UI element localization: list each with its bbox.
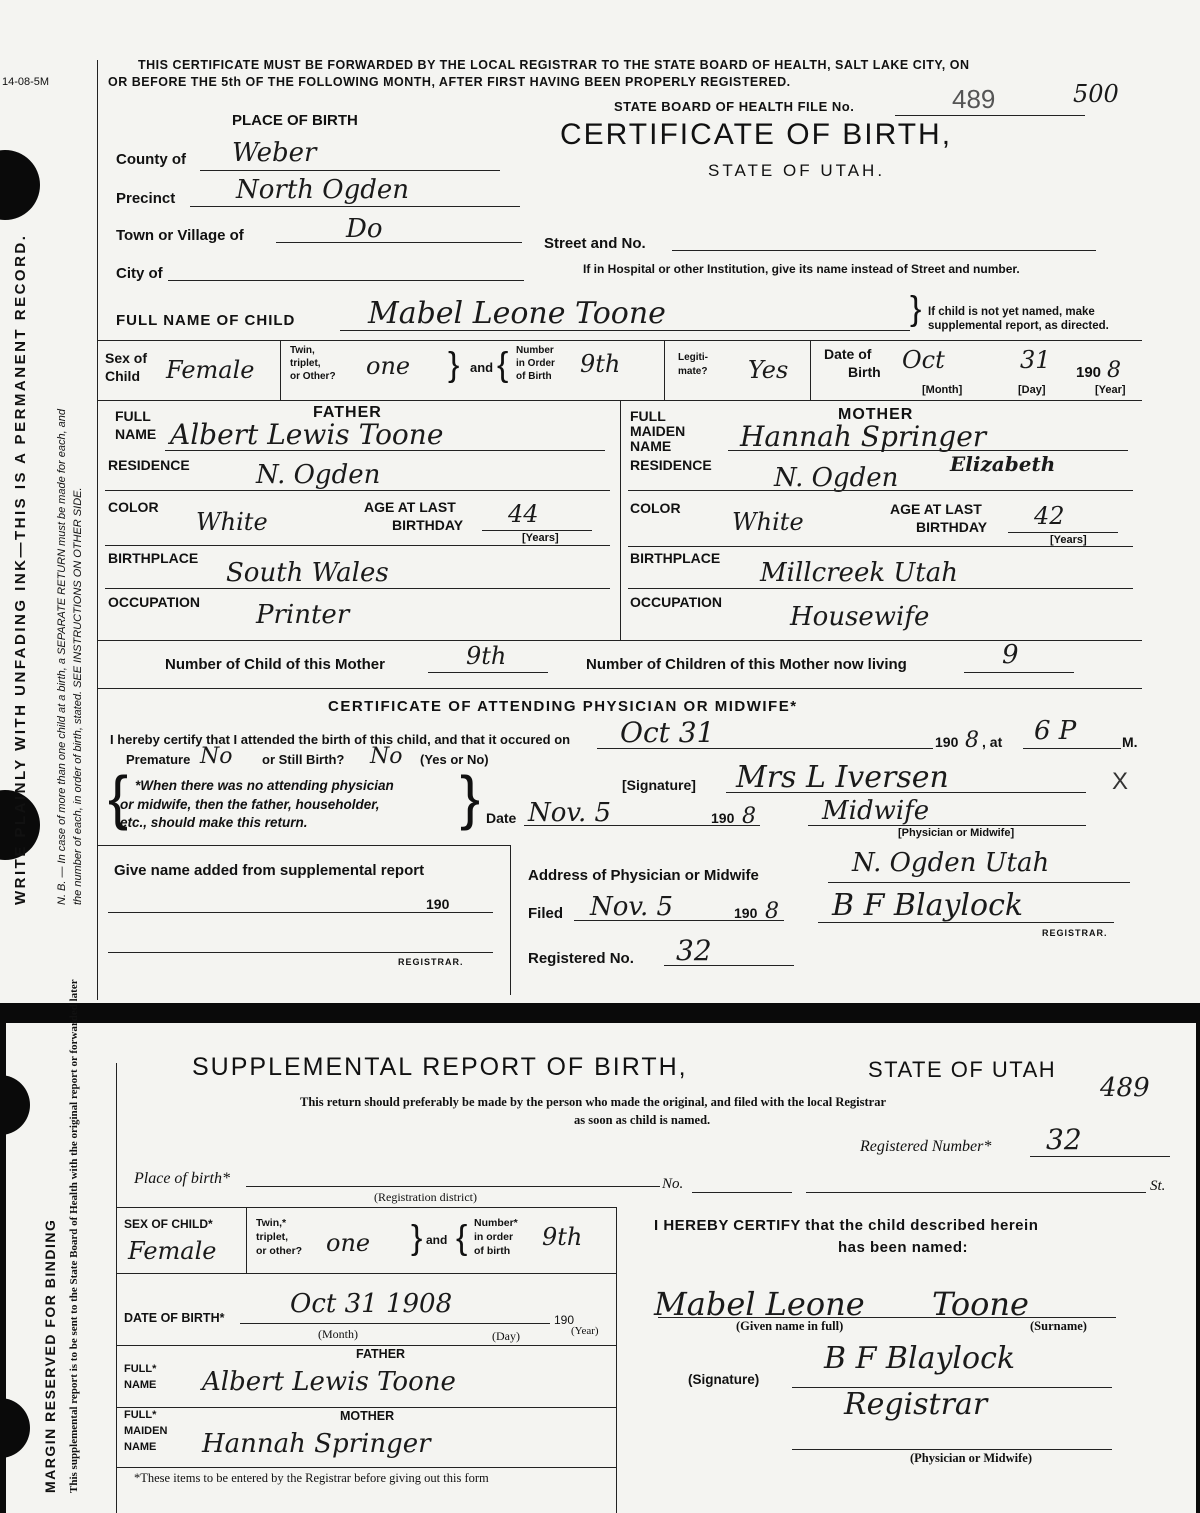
supplemental-state: STATE OF UTAH [868,1057,1057,1082]
mother-age: 42 [1034,502,1065,530]
premature-value: No [200,744,233,769]
form-code: 14-08-5M [2,76,50,88]
legit-value: Yes [748,356,789,384]
precinct-value: North Ogden [236,175,410,205]
order-value: 9th [580,350,621,378]
mother-birthplace: Millcreek Utah [760,558,958,588]
dob-month: Oct [902,346,945,374]
dob-day: 31 [1020,346,1051,374]
not-named-note: If child is not yet named, make [928,306,1095,318]
father-color: White [196,508,268,536]
mother-heading: MOTHER [838,406,914,423]
role-value: Midwife [822,796,930,826]
mother-residence: N. Ogden [774,463,899,493]
punch-hole [0,1398,30,1458]
punch-hole [0,150,40,220]
father-residence: N. Ogden [256,460,381,490]
margin-ink-notice: WRITE PLAINLY WITH UNFADING INK—THIS IS A PERMANENT RECORD. [12,233,29,905]
child-name-value: Mabel Leone Toone [368,296,666,331]
mother-occupation: Housewife [790,602,930,632]
forwarding-notice: THIS CERTIFICATE MUST BE FORWARDED BY THE LOCAL REGISTRAR TO THE STATE BOARD OF HEALTH, SALT LAKE CITY, ON [138,58,970,72]
mother-color: White [732,508,804,536]
registered-number: 32 [676,934,712,967]
supplemental-file-number: 489 [1100,1073,1150,1103]
supplemental-signature: B F Blaylock [824,1341,1016,1376]
forwarding-notice: OR BEFORE THE 5th OF THE FOLLOWING MONTH, AFTER FIRST HAVING BEEN PROPERLY REGISTERED. [108,75,791,89]
hospital-note: If in Hospital or other Institution, give its name instead of Street and number. [583,262,1020,276]
midwife-signature: Mrs L Iversen [736,760,949,795]
sex-label: Child [105,368,140,384]
certificate-title: CERTIFICATE OF BIRTH, [560,118,953,151]
file-number-hw: 500 [1073,80,1119,108]
supplemental-report: MARGIN RESERVED FOR BINDING This supplemental report is to be sent to the State Board of Health with the original report or forwarded later SUPPLEMENTAL REPORT OF BIRTH, STATE OF UTAH 489 This return should preferably be made by the person who made the original, and filed with the local Registrar as soon as child is named. Registered Number* 32 Place of birth* (Registration district) No. St. SEX OF CHILD* Female Twin,* triplet, or other? one } and { Number* in order of birth 9th DATE OF BIRTH* Oct 31 1908 190 (Month) (Day) (Year) FATHER FULL* NAME Albert Lewis Toone MOTHER FULL* MAIDEN NAME Hannah Springer *These items to be entered by the Registrar before giving out this form I HEREBY CERTIFY that the child described herein has been named: Mabel Leone Toone (Given name in full) (Surname) (Signature) B F Blaylock Registrar (Physician or Midwife) [6,1023,1196,1513]
child-number: 9th [466,642,507,670]
mother-name: Hannah Springer [740,420,987,453]
supplemental-twin: one [326,1229,371,1257]
birth-certificate: 14-08-5M WRITE PLAINLY WITH UNFADING INK—THIS IS A PERMANENT RECORD. N. B. — In case of more than one child at a birth, a SEPARATE RETURN must be made for each, and the number of each, in order of birth, stated. SEE INSTRUCTIONS ON OTHER SIDE. THIS CERTIFICATE MUST BE FORWARDED BY THE LOCAL REGISTRAR TO THE STATE BOARD OF HEALTH, SALT LAKE CITY, ON OR BEFORE THE 5th OF THE FOLLOWING MONTH, AFTER FIRST HAVING BEEN PROPERLY REGISTERED. STATE BOARD OF HEALTH FILE No. 489 500 CERTIFICATE OF BIRTH, STATE OF UTAH. PLACE OF BIRTH County of Weber Precinct North Ogden Town or Village of Do City of Street and No. If in Hospital or other Institution, give its name instead of Street and number. FULL NAME OF CHILD Mabel Leone Toone } If child is not yet named, make supplemental report, as directed. Sex of Child Female Twin, triplet, or Other? one } and { Number in Order of Birth 9th Legiti- mate? Yes Date of Birth Oct 31 190 8 [Month] [Day] [Year] FATHER FULL NAME Albert Lewis Toone RESIDENCE N. Ogden COLOR AGE AT LAST BIRTHDAY White 44 [Years] BIRTHPLACE South Wales OCCUPATION Printer MOTHER FULL MAIDEN NAME Hannah Springer Elizabeth RESIDENCE N. Ogden COLOR AGE AT LAST BIRTHDAY White 42 [Years] BIRTHPLACE Millcreek Utah OCCUPATION Housewife Number of Child of this Mother 9th Number of Children of this Mother now living 9 CERTIFICATE OF ATTENDING PHYSICIAN OR MIDWIFE* I hereby certify that I attended the birth of this child, and that it occured on Oct 31 190 8 , at 6 P M. Premature No or Still Birth? No (Yes or No) { *When there was no attending physician or midwife, then the father, householder, etc., should make this return. } [Signature] Mrs L Iversen X Date Nov. 5 190 8 Midwife [Physician or Midwife] Give name added from supplemental report 190 REGISTRAR. Address of Physician or Midwife N. Ogden Utah Filed Nov. 5 190 8 B F Blaylock REGISTRAR. Registered No. 32 [0,0,1200,1003]
file-number: 489 [952,84,996,114]
certificate-subtitle: STATE OF UTAH. [708,161,886,180]
city-label: City of [116,265,163,282]
birth-date-value: Oct 31 [620,716,715,749]
margin-note: N. B. — In case of more than one child at a birth, a SEPARATE RETURN must be made for each, and [56,408,68,905]
supplemental-mother-name: Hannah Springer [202,1429,431,1459]
precinct-label: Precinct [116,190,176,207]
supplemental-order: 9th [542,1223,583,1251]
mother-name-insert: Elizabeth [950,452,1056,476]
margin-note: the number of each, in order of birth, stated. SEE INSTRUCTIONS ON OTHER SIDE. [72,487,84,905]
registrar-signature: B F Blaylock [832,888,1024,923]
not-named-note: supplemental report, as directed. [928,320,1109,332]
filed-date: Nov. 5 [590,892,674,922]
father-age: 44 [508,500,539,528]
twin-value: one [366,352,411,380]
town-label: Town or Village of [116,227,244,244]
file-label: STATE BOARD OF HEALTH FILE No. [614,99,855,114]
supplemental-given-name: Mabel Leone [654,1285,865,1323]
father-heading: FATHER [313,404,382,421]
supplemental-surname: Toone [932,1285,1029,1323]
binding-margin: MARGIN RESERVED FOR BINDING [42,1218,58,1493]
sex-value: Female [166,356,255,384]
physician-address: N. Ogden Utah [852,848,1050,878]
physician-heading: CERTIFICATE OF ATTENDING PHYSICIAN OR MIDWIFE* [328,698,798,715]
child-name-label: FULL NAME OF CHILD [116,312,296,329]
supplemental-title: SUPPLEMENTAL REPORT OF BIRTH, [192,1053,688,1081]
margin-note: This supplemental report is to be sent to the State Board of Health with the original report or forwarded later [68,979,80,1493]
supplemental-dob: Oct 31 1908 [290,1289,453,1319]
father-occupation: Printer [256,600,350,630]
signing-date: Nov. 5 [528,798,612,828]
supplemental-registered: 32 [1046,1123,1082,1156]
still-value: No [370,744,403,769]
street-label: Street and No. [544,235,646,252]
place-heading: PLACE OF BIRTH [232,112,358,129]
punch-hole [0,1075,30,1135]
county-label: County of [116,151,186,168]
birth-time: 6 P [1034,716,1077,746]
sex-label: Sex of [105,350,148,366]
town-value: Do [346,214,383,244]
supplemental-signature-role: Registrar [844,1387,988,1422]
father-name: Albert Lewis Toone [170,418,444,451]
supplemental-sex: Female [128,1237,217,1265]
supplemental-father-name: Albert Lewis Toone [202,1367,456,1397]
father-birthplace: South Wales [226,558,389,588]
children-living: 9 [1002,640,1019,670]
county-value: Weber [232,138,317,168]
